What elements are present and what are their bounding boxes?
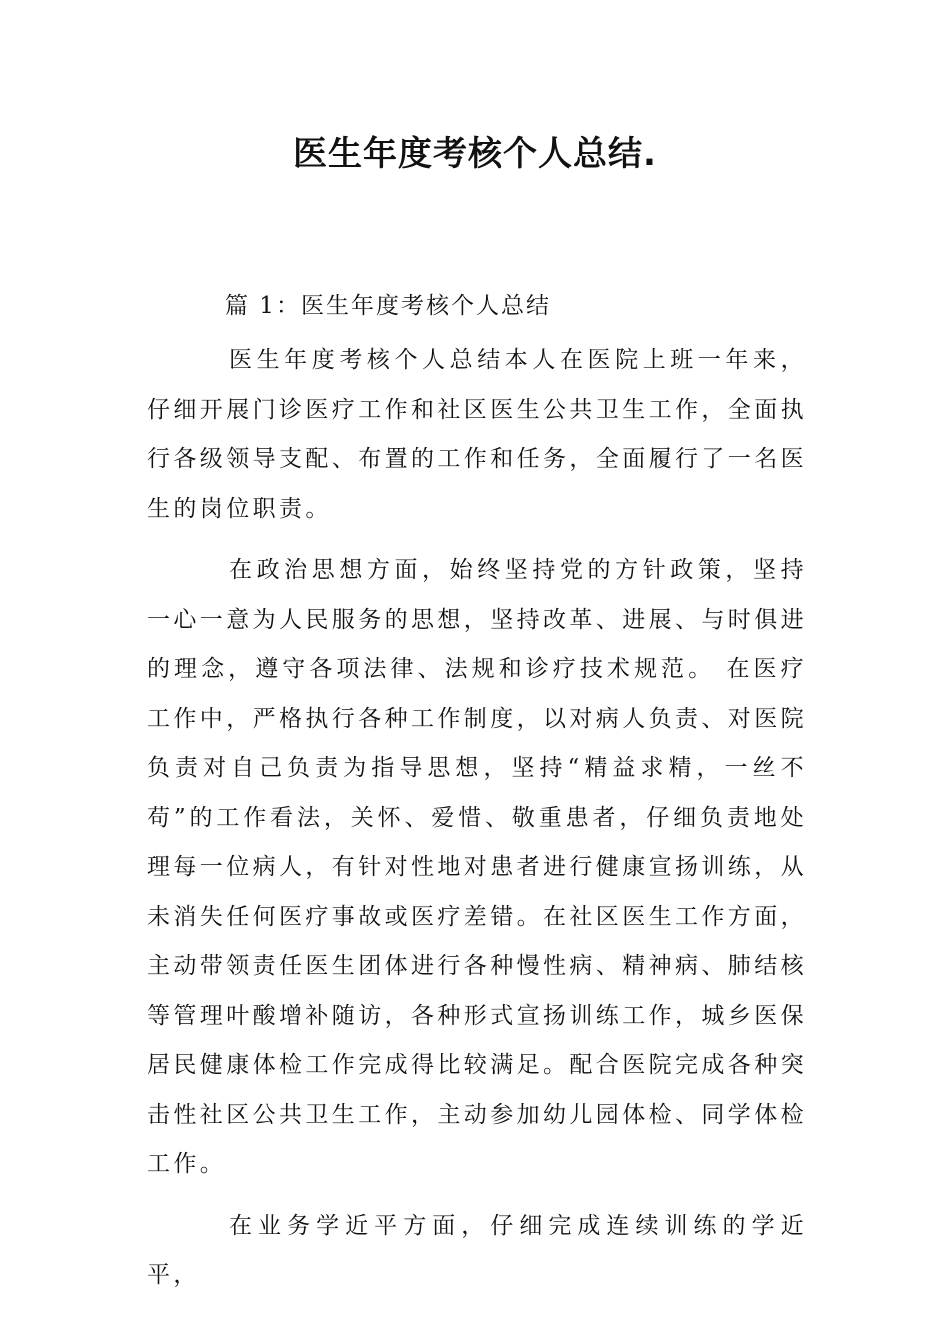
document-body [147, 288, 807, 1313]
document-title: 医生年度考核个人总结. [293, 134, 657, 174]
paragraph-political-medical-work: 在政治思想方面，始终坚持党的方针政策，坚持一心一意为人民服务的思想，坚持改革、进展、与时俱进的理念，遵守各项法律、法规和诊疗技术规范。 在医疗工作中，严格执行各种工作制度，以对病人负责、对医院负责对自己负责为指导思想，坚持“精益求精，一丝不苟”的工作看法，关怀、爱惜、敬重患者，仔细负责地处理每一位病人，有针对性地对患者进行健康宣扬训练，从未消失任何医疗事故或医疗差错。在社区医生工作方面，主动带领责任医生团体进行各种慢性病、精神病、肺结核等管理叶酸增补随访，各种形式宣扬训练工作，城乡医保居民健康体检工作完成得比较满足。配合医院完成各种突击性社区公共卫生工作，主动参加幼儿园体检、同学体检工作。 [147, 557, 807, 1177]
paragraph-professional-study: 在业务学近平方面，仔细完成连续训练的学近平， [147, 1212, 807, 1288]
section-heading: 篇 1：医生年度考核个人总结 [225, 293, 551, 319]
paragraph-intro: 医生年度考核个人总结本人在医院上班一年来，仔细开展门诊医疗工作和社区医生公共卫生工作，全面执行各级领导支配、布置的工作和任务，全面履行了一名医生的岗位职责。 [147, 347, 807, 522]
